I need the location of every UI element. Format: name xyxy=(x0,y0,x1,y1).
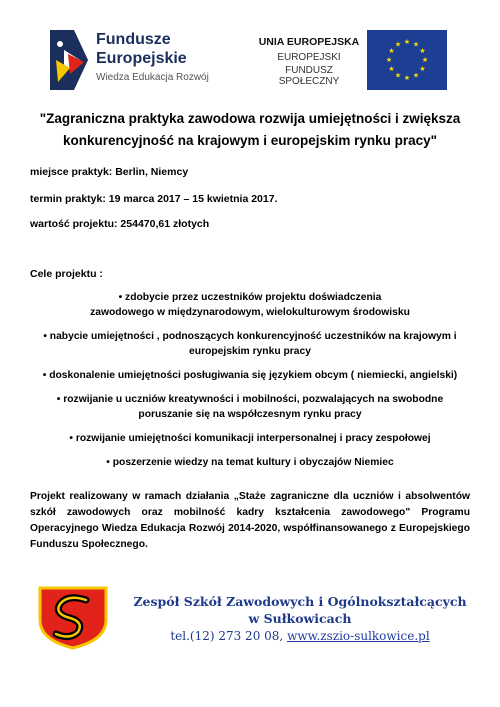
school-phone: tel.(12) 273 20 08, xyxy=(170,629,284,643)
goal-item: • zdobycie przez uczestników projektu doświadczenia zawodowego w międzynarodowym, wielokulturowym środowisku xyxy=(90,292,410,318)
internship-term: termin praktyk: 19 marca 2017 – 15 kwietnia 2017. xyxy=(30,193,278,205)
fe-flag-icon xyxy=(50,30,88,90)
goal-item: • doskonalenie umiejętności posługiwania się językiem obcym ( niemiecki, angielski) xyxy=(42,370,458,381)
goals-list xyxy=(30,290,470,479)
svg-text:★: ★ xyxy=(403,38,411,46)
goal-item: • rozwijanie u uczniów kreatywności i mobilności, pozwalających na swobodne poruszanie się na współczesnym rynku pracy xyxy=(56,394,444,420)
project-title: "Zagraniczna praktyka zawodowa rozwija umiejętności i zwiększa konkurencyjność na krajowym i europejskim rynku pracy" xyxy=(39,111,461,148)
fe-logo-line1: Fundusze xyxy=(96,31,171,48)
school-crest-icon xyxy=(38,586,108,650)
svg-text:★: ★ xyxy=(419,47,426,55)
internship-place: miejsce praktyk: Berlin, Niemcy xyxy=(30,166,189,178)
fundusze-europejskie-logo xyxy=(50,28,240,90)
school-name-line1: Zespół Szkół Zawodowych i Ogólnokształcących xyxy=(133,594,467,609)
goals-heading: Cele projektu : xyxy=(30,268,103,280)
goal-item: • poszerzenie wiedzy na temat kultury i obyczajów Niemiec xyxy=(106,457,394,468)
svg-text:★: ★ xyxy=(421,56,429,64)
eu-logo-line3: FUNDUSZ SPOŁECZNY xyxy=(278,65,340,87)
fe-logo-line2: Europejskie xyxy=(96,50,187,67)
school-name-line2: w Sułkowicach xyxy=(248,611,352,626)
fe-logo-line3: Wiedza Edukacja Rozwój xyxy=(96,72,209,83)
svg-text:★: ★ xyxy=(403,74,411,82)
svg-text:★: ★ xyxy=(394,71,402,80)
unia-europejska-logo xyxy=(255,30,450,92)
project-funding-text: Projekt realizowany w ramach działania „Staże zagraniczne dla uczniów i absolwentów szkół zawodowych oraz mobilność kadry kształcenia zawodowego" Programu Operacyjnego Wiedza Edukacja Rozwój 2014-2020, współfinansowanego z Europejskiego Funduszu Społecznego. xyxy=(30,491,470,550)
school-contact xyxy=(130,629,470,643)
svg-text:★: ★ xyxy=(388,47,395,55)
goal-item: • nabycie umiejętności , podnoszących konkurencyjność uczestników na krajowym i europejskim rynku pracy xyxy=(43,331,457,357)
svg-text:★: ★ xyxy=(388,65,395,73)
svg-text:★: ★ xyxy=(419,65,426,73)
eu-logo-line1: UNIA EUROPEJSKA xyxy=(258,36,360,48)
svg-text:★: ★ xyxy=(394,40,402,49)
svg-text:★: ★ xyxy=(412,40,420,49)
school-website-link[interactable]: www.zszio-sulkowice.pl xyxy=(287,629,430,643)
project-value: wartość projektu: 254470,61 złotych xyxy=(30,218,210,230)
eu-logo-line2: EUROPEJSKI xyxy=(277,52,341,63)
svg-text:★: ★ xyxy=(385,56,393,64)
eu-flag-icon xyxy=(367,30,447,90)
logos-header xyxy=(0,24,500,94)
school-info xyxy=(130,593,470,643)
goal-item: • rozwijanie umiejętności komunikacji interpersonalnej i pracy zespołowej xyxy=(69,433,431,444)
svg-text:★: ★ xyxy=(412,71,420,80)
